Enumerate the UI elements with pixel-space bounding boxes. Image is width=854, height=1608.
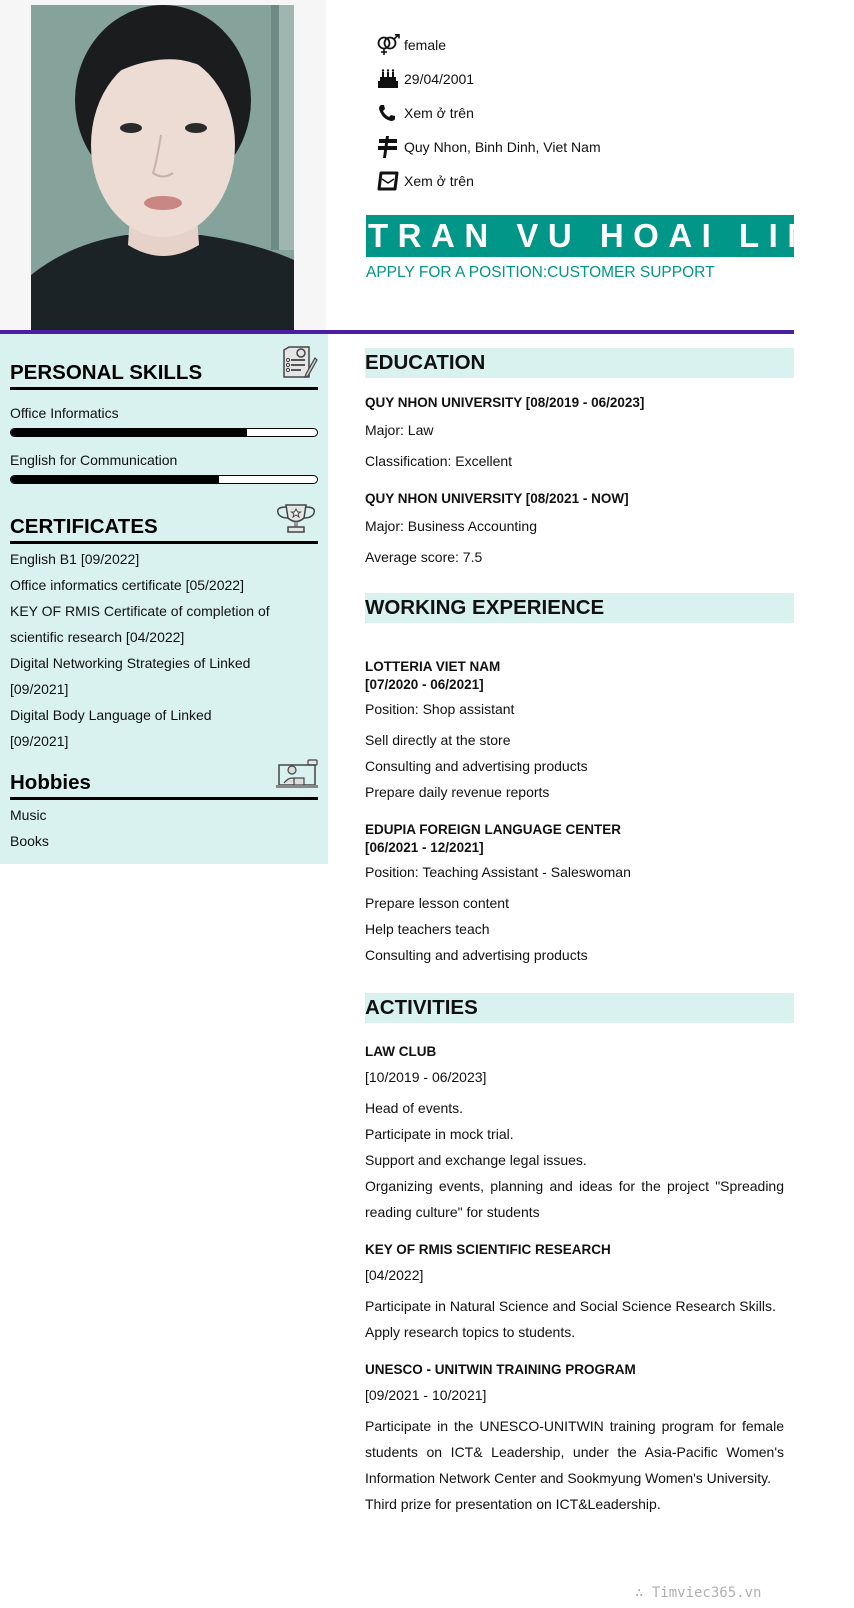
education-line: Classification: Excellent [365,453,513,469]
email-text: Xem ở trên [404,173,474,189]
certificates-header [10,484,318,544]
activity-entry [365,1361,794,1517]
activity-entry [365,1043,794,1225]
hobby-item: Books [10,833,49,849]
education-line: Average score: 7.5 [365,549,483,565]
candidate-name: TRAN VU HOAI LINH [366,215,794,257]
resume-clipboard-icon [281,346,318,384]
skill-item [10,402,318,437]
hobby-item: Music [10,807,47,823]
experience-task: Prepare lesson content [365,895,509,911]
hobbies-list [10,800,318,854]
trophy-icon [274,503,318,538]
activity-line: Apply research topics to students. [365,1324,576,1340]
activity-line: Support and exchange legal issues. [365,1152,587,1168]
certificate-item: Digital Body Language of Linked [09/2021] [10,707,212,749]
experience-task: Consulting and advertising products [365,947,588,963]
activity-title: LAW CLUB [365,1044,437,1059]
activity-line: Head of events. [365,1100,464,1116]
certificate-item: English B1 [09/2022] [10,551,140,567]
birthday-text: 29/04/2001 [404,71,475,87]
contact-gender [377,28,601,62]
watermark: ∴ Timviec365.vn [635,1585,762,1601]
certificate-item: KEY OF RMIS Certificate of completion of scientific research [04/2022] [10,603,270,645]
gender-text: female [404,37,447,53]
activity-period: [09/2021 - 10/2021] [365,1387,487,1403]
activities-header: ACTIVITIES [365,993,794,1023]
phone-icon [377,102,404,124]
experience-task: Consulting and advertising products [365,758,588,774]
activity-line: Participate in Natural Science and Social Science Research Skills. [365,1298,776,1314]
experience-task: Help teachers teach [365,921,490,937]
education-entry-title: QUY NHON UNIVERSITY [08/2021 - NOW] [365,491,629,506]
activity-period: [10/2019 - 06/2023] [365,1069,487,1085]
skills-title: PERSONAL SKILLS [10,361,203,384]
experience-period: [07/2020 - 06/2021] [365,677,484,692]
skill-progress-fill [11,429,247,436]
skill-item [10,449,318,484]
skill-name: Office Informatics [10,405,119,421]
activity-line: Participate in mock trial. [365,1126,514,1142]
activity-title: UNESCO - UNITWIN TRAINING PROGRAM [365,1362,636,1377]
contact-address [377,130,601,164]
certificate-item: Digital Networking Strategies of Linked [09/2021] [10,655,251,697]
contact-email [377,164,601,198]
experience-task: Prepare daily revenue reports [365,784,550,800]
experience-company: LOTTERIA VIET NAM [365,659,501,674]
photo-panel [0,0,326,330]
skill-progress-bar [10,428,318,437]
address-text: Quy Nhon, Binh Dinh, Viet Nam [404,139,601,155]
experience-period: [06/2021 - 12/2021] [365,840,484,855]
education-header: EDUCATION [365,348,794,378]
candidate-photo [31,5,294,330]
contact-phone [377,96,601,130]
activity-line: Third prize for presentation on ICT&Leadership. [365,1496,661,1512]
experience-entry [365,821,794,968]
hobbies-title: Hobbies [10,771,91,794]
applied-position: APPLY FOR A POSITION:CUSTOMER SUPPORT [366,264,715,281]
activity-entry [365,1241,794,1345]
contact-birthday [377,62,601,96]
activity-title: KEY OF RMIS SCIENTIFIC RESEARCH [365,1242,611,1257]
hobbies-header [10,754,318,800]
education-entry [365,490,794,570]
skill-progress-fill [11,476,219,483]
certificates-list [10,544,318,754]
skill-name: English for Communication [10,452,178,468]
activity-line: Participate in the UNESCO-UNITWIN training program for female students on ICT& Leadership, under the Asia-Pacific Women's Information Network Center and Sookmyung Women's University. [365,1418,784,1486]
experience-company: EDUPIA FOREIGN LANGUAGE CENTER [365,822,622,837]
contact-info [377,28,601,198]
education-line: Major: Law [365,422,434,438]
certificates-title: CERTIFICATES [10,515,158,538]
gender-icon [377,34,404,56]
experience-entry [365,658,794,805]
envelope-icon [377,170,404,192]
experience-header: WORKING EXPERIENCE [365,593,794,623]
education-entry [365,394,794,474]
left-column [0,334,328,864]
experience-position: Position: Shop assistant [365,701,515,717]
right-column [365,334,794,1517]
experience-position: Position: Teaching Assistant - Saleswoman [365,864,631,880]
certificate-item: Office informatics certificate [05/2022] [10,577,244,593]
phone-text: Xem ở trên [404,105,474,121]
skills-header [10,334,318,390]
experience-task: Sell directly at the store [365,732,511,748]
activity-line: Organizing events, planning and ideas for the project "Spreading reading culture" for students [365,1178,784,1220]
signpost-icon [377,136,404,158]
education-entry-title: QUY NHON UNIVERSITY [08/2019 - 06/2023] [365,395,645,410]
birthday-cake-icon [377,68,404,90]
skill-progress-bar [10,475,318,484]
education-line: Major: Business Accounting [365,518,537,534]
hobbies-people-icon [276,759,318,794]
activity-period: [04/2022] [365,1267,424,1283]
